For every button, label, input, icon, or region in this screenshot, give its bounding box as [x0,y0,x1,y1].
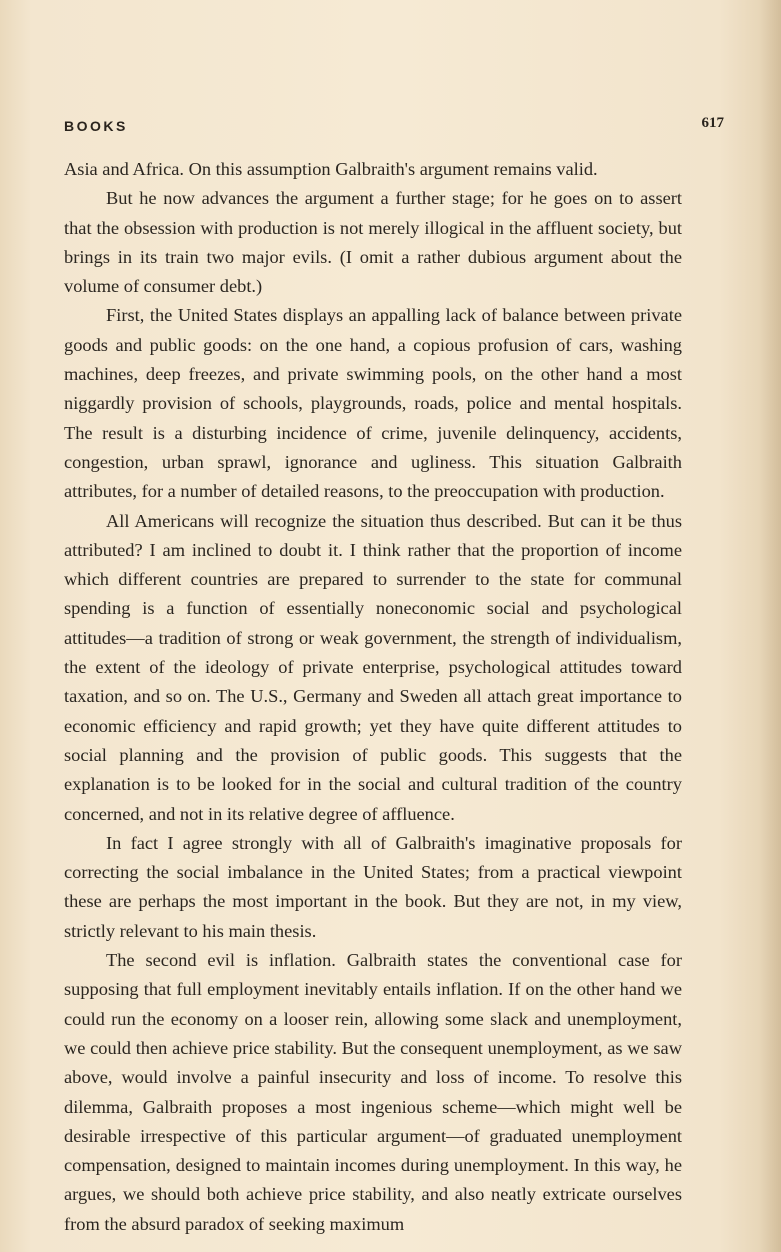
running-head: BOOKS [64,118,128,134]
paragraph-3: First, the United States displays an appalling lack of balance between private goods and public goods: on the one hand, a copious profusion of cars, washing machines, deep freezes, and private swimming pools, on the other hand a most niggardly provision of schools, playgrounds, roads, police and mental hospitals. The result is a disturbing incidence of crime, juvenile delinquency, accidents, congestion, urban sprawl, ignorance and ugliness. This situation Galbraith attributes, for a number of detailed reasons, to the preoccupation with production. [64,305,682,502]
body-text [64,155,682,1239]
paragraph-5: In fact I agree strongly with all of Galbraith's imaginative proposals for correcting the social imbalance in the United States; from a practical viewpoint these are perhaps the most important in the book. But they are not, in my view, strictly relevant to his main thesis. [64,832,682,941]
page-edge-shadow [759,0,781,1252]
page-header [64,112,724,138]
paragraph-4: All Americans will recognize the situation thus described. But can it be thus attributed? I am inclined to doubt it. I think rather that the proportion of income which different countries are prepared to surrender to the state for communal spending is a function of essentially noneconomic social and psychological attitudes—a tradition of strong or weak government, the strength of individualism, the extent of the ideology of private enterprise, psychological attitudes toward taxation, and so on. The U.S., Germany and Sweden all attach great importance to economic efficiency and rapid growth; yet they have quite different attitudes to social planning and the provision of public goods. This suggests that the explanation is to be looked for in the social and cultural tradition of the country concerned, and not in its relative degree of affluence. [64,510,682,824]
page-number: 617 [701,115,724,131]
paragraph-2: But he now advances the argument a further stage; for he goes on to assert that the obsession with production is not merely illogical in the affluent society, but brings in its train two major evils. (I omit a rather dubious argument about the volume of consumer debt.) [64,188,682,297]
paragraph-6: The second evil is inflation. Galbraith states the conventional case for supposing that full employment inevitably entails inflation. If on the other hand we could run the economy on a looser rein, allowing some slack and unemployment, we could then achieve price stability. But the consequent unemployment, as we saw above, would involve a painful insecurity and loss of income. To resolve this dilemma, Galbraith proposes a most ingenious scheme—which might well be desirable irrespective of this particular argument—of graduated unemployment compensation, designed to maintain incomes during unemployment. In this way, he argues, we should both achieve price stability, and also neatly extricate ourselves from the absurd paradox of seeking maximum [64,950,682,1234]
paragraph-1: Asia and Africa. On this assumption Galbraith's argument remains valid. [64,159,598,179]
